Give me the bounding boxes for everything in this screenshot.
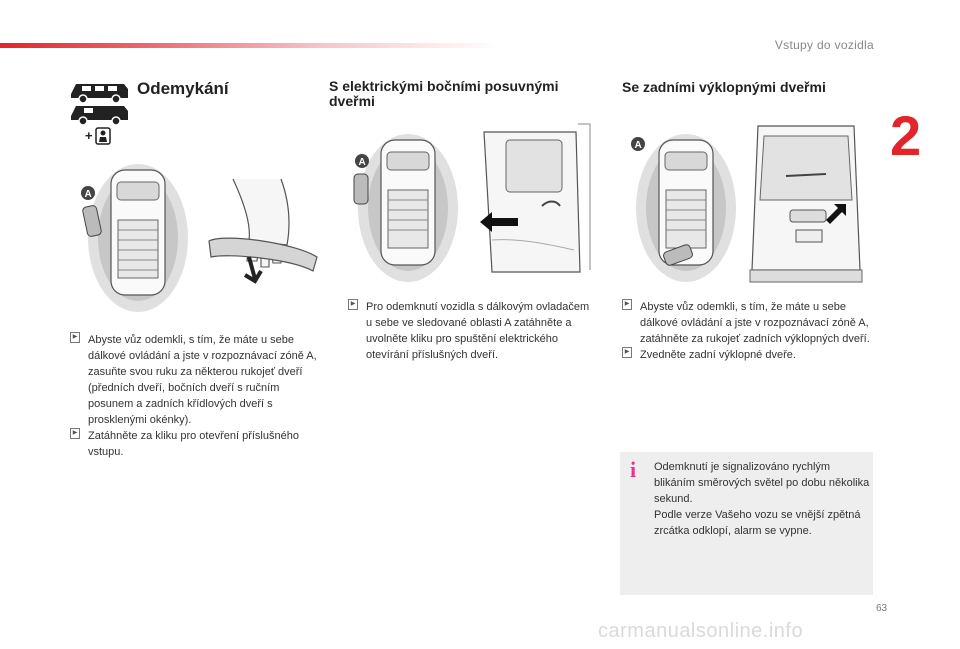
unlock-instructions	[68, 332, 325, 460]
bullet-item: ▶ Abyste vůz odemkli, s tím, že máte u sebe dálkové ovládání a jste v rozpoznávací zóně A, zatáhněte za rukojeť zadních výklopných dveří.	[620, 299, 875, 347]
tailgate-instructions	[620, 299, 875, 363]
zone-label-a: A	[634, 140, 642, 151]
zone-label-a: A	[84, 189, 92, 200]
bullet-item: ▶ Zvedněte zadní výklopné dveře.	[620, 347, 875, 363]
bullet-item: ▶ Zatáhněte za kliku pro otevření příslušného vstupu.	[68, 428, 325, 460]
car-top-view-zone-illustration	[348, 130, 458, 282]
svg-text:+: +	[85, 128, 93, 143]
info-icon: i	[630, 457, 637, 482]
section-heading-unlocking: Odemykání	[137, 79, 229, 98]
car-top-view-zone-illustration	[626, 130, 736, 282]
van-versions-icon	[68, 80, 134, 148]
section-heading-electric-sliding-doors: S elektrickými bočními posuvnými dveřmi	[329, 78, 559, 109]
info-text	[654, 459, 870, 539]
electric-door-instructions	[346, 299, 591, 363]
watermark: carmanualsonline.info	[598, 620, 804, 642]
section-heading-rear-tailgate: Se zadními výklopnými dveřmi	[622, 79, 826, 95]
info-line: Podle verze Vašeho vozu se vnější zpětná zrcátka odklopí, alarm se vypne.	[654, 509, 861, 537]
car-top-view-zone-illustration	[78, 160, 188, 312]
bullet-item: ▶ Abyste vůz odemkli, s tím, že máte u sebe dálkové ovládání a jste v rozpoznávací zóně A, zasuňte svou ruku za některou rukojeť dveří (předních dveří, bočních dveří s ručním posunem a zadních křídlových dveří s prosklenými okénky).	[68, 332, 325, 428]
bullet-item: ▶ Pro odemknutí vozidla s dálkovým ovladačem u sebe ve sledované oblasti A zatáhněte a uvolněte kliku pro spuštění elektrického otevírání příslušných dveří.	[346, 299, 591, 363]
chapter-number: 2	[890, 104, 922, 167]
zone-label-a: A	[358, 157, 366, 168]
rear-tailgate-illustration	[746, 120, 866, 290]
hand-on-door-handle-illustration	[205, 175, 320, 295]
info-line: Odemknutí je signalizováno rychlým blikáním směrových světel po dobu několika sekund.	[654, 461, 870, 505]
section-title: Vstupy do vozidla	[774, 38, 874, 52]
info-box	[620, 452, 873, 595]
page-number: 63	[876, 603, 888, 614]
header-accent-bar	[0, 43, 500, 48]
sliding-door-illustration	[478, 120, 593, 280]
